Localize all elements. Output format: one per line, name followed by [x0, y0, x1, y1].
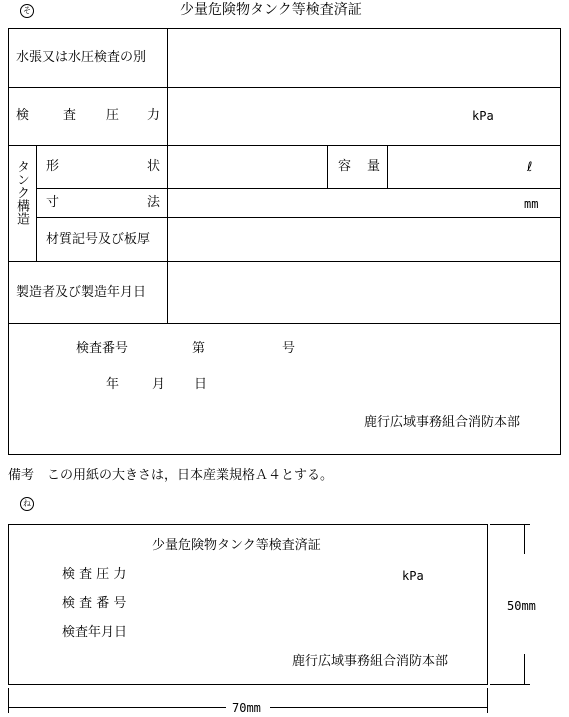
- month-label: 月: [152, 377, 166, 392]
- form2-inspection-number-label: 検 査 番 号: [62, 596, 127, 611]
- number-suffix: 号: [282, 341, 296, 356]
- paper-size-note: 備考 この用紙の大きさは，日本産業規格Ａ４とする。: [8, 468, 334, 483]
- dimensions-unit: mm: [524, 197, 539, 211]
- form1-marker: そ: [20, 4, 34, 18]
- inspection-pressure-label-1: 検: [16, 108, 30, 123]
- form2-issuer-name: 鹿行広域事務組合消防本部: [292, 654, 449, 669]
- inspection-pressure-label-3: 圧: [106, 108, 120, 123]
- number-prefix: 第: [192, 341, 206, 356]
- form2-inspection-date-label: 検査年月日: [62, 625, 128, 640]
- form2-inspection-pressure-label: 検 査 圧 力: [62, 567, 127, 582]
- issuer-name: 鹿行広域事務組合消防本部: [364, 415, 521, 430]
- pressure-unit: kPa: [472, 109, 494, 123]
- pressure-type-label: 水張又は水圧検査の別: [16, 50, 147, 65]
- form1-title: 少量危険物タンク等検査済証: [180, 2, 362, 18]
- tank-structure-label: タンク構造: [14, 160, 29, 225]
- height-dimension: 50mm: [507, 599, 536, 613]
- form2-title: 少量危険物タンク等検査済証: [152, 538, 321, 553]
- capacity-label-1: 容: [338, 159, 352, 174]
- form2-pressure-unit: kPa: [402, 569, 424, 583]
- manufacturer-label: 製造者及び製造年月日: [16, 285, 147, 300]
- dimensions-label-2: 法: [147, 195, 161, 210]
- inspection-number-label: 検査番号: [76, 341, 129, 356]
- dimensions-label-1: 寸: [46, 195, 60, 210]
- capacity-unit: ℓ: [527, 160, 533, 175]
- inspection-pressure-label-4: 力: [147, 108, 161, 123]
- day-label: 日: [194, 377, 208, 392]
- shape-label-2: 状: [147, 159, 161, 174]
- inspection-pressure-label-2: 査: [63, 108, 77, 123]
- year-label: 年: [106, 377, 120, 392]
- shape-label-1: 形: [46, 159, 60, 174]
- form2-marker: ね: [20, 497, 34, 511]
- width-dimension: 70mm: [232, 701, 261, 715]
- material-label: 材質記号及び板厚: [46, 232, 151, 247]
- capacity-label-2: 量: [367, 159, 381, 174]
